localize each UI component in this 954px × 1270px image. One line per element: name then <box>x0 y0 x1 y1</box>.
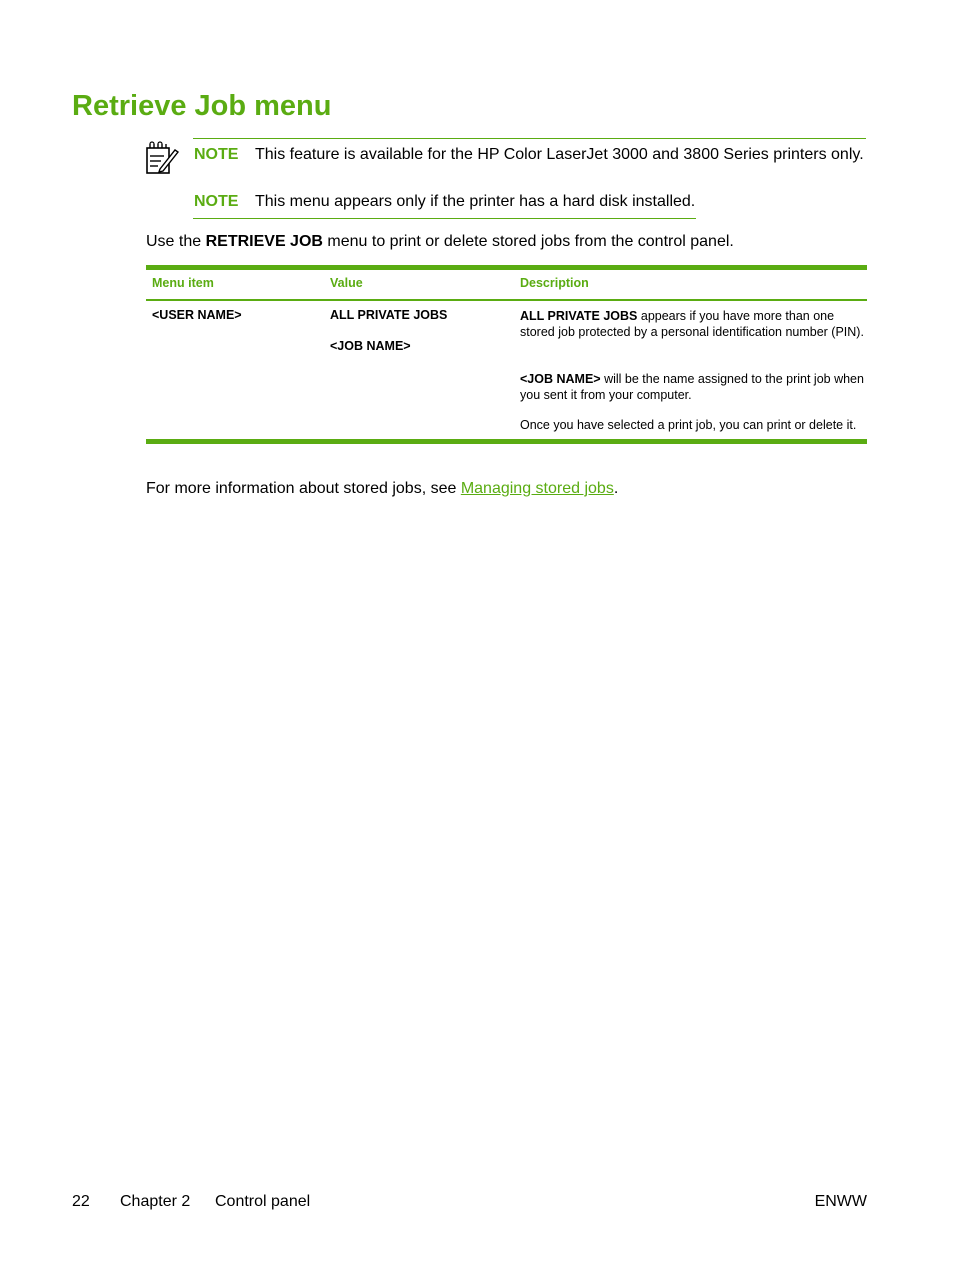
intro-prefix: Use the <box>146 233 206 250</box>
footer-page-number: 22 <box>72 1193 90 1210</box>
table-header-description: Description <box>520 276 589 290</box>
footer-section: Control panel <box>215 1193 311 1210</box>
description-term: ALL PRIVATE JOBS <box>520 309 638 323</box>
footer-code: ENWW <box>814 1193 867 1210</box>
description-text: will be the name assigned to the print job when you sent it from your computer. <box>520 372 864 402</box>
menu-item-cell: <USER NAME> <box>152 308 242 322</box>
description-term: <JOB NAME> <box>520 372 601 386</box>
value-cell: ALL PRIVATE JOBS <box>330 308 448 322</box>
intro-paragraph <box>146 233 734 251</box>
footer-chapter: Chapter 2 <box>120 1193 191 1210</box>
note-1 <box>194 146 864 164</box>
more-info-paragraph <box>146 480 618 498</box>
note-label: NOTE <box>194 146 239 163</box>
note-label: NOTE <box>194 193 239 210</box>
table-bottom-rule <box>146 439 867 444</box>
note-text: This menu appears only if the printer has a hard disk installed. <box>255 193 696 210</box>
table-header-value: Value <box>330 276 363 290</box>
table-header-rule <box>146 299 867 301</box>
description-paragraph <box>520 371 866 403</box>
table-top-rule <box>146 265 867 270</box>
table-header-menu-item: Menu item <box>152 276 214 290</box>
description-paragraph <box>520 417 866 433</box>
page-title: Retrieve Job menu <box>72 90 332 122</box>
value-cell: <JOB NAME> <box>330 339 411 353</box>
intro-menu-name: RETRIEVE JOB <box>205 233 323 250</box>
description-text: appears if you have more than one stored job protected by a personal identification number (PIN). <box>520 309 864 339</box>
more-info-suffix: . <box>613 480 619 497</box>
note-pad-icon <box>144 141 180 177</box>
intro-suffix: menu to print or delete stored jobs from the control panel. <box>322 233 734 250</box>
description-text: Once you have selected a print job, you can print or delete it. <box>520 418 857 432</box>
note-top-rule <box>193 138 866 139</box>
description-paragraph <box>520 308 866 340</box>
managing-stored-jobs-link[interactable]: Managing stored jobs <box>460 480 614 497</box>
note-2 <box>194 193 695 211</box>
more-info-prefix: For more information about stored jobs, see <box>146 480 461 497</box>
note-text: This feature is available for the HP Color LaserJet 3000 and 3800 Series printers only. <box>255 146 864 163</box>
note-bottom-rule <box>193 218 696 219</box>
